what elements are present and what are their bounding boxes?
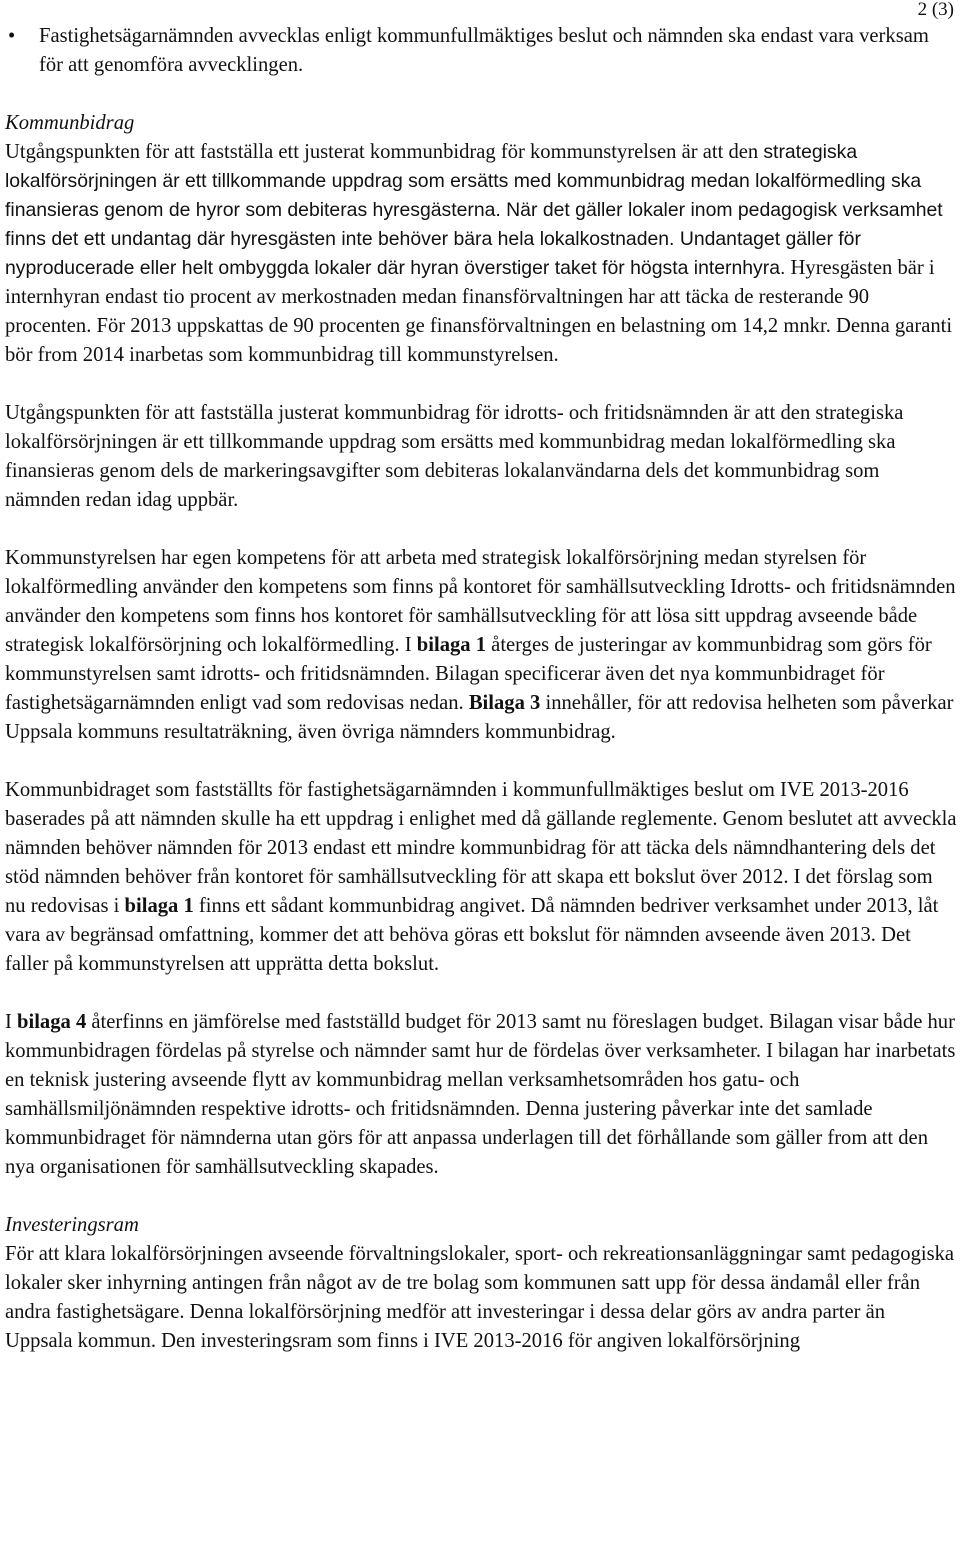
bullet-text: Fastighetsägarnämnden avvecklas enligt kommunfullmäktiges beslut och nämnden ska endast vara verksam för att genomföra avvecklingen. (39, 25, 929, 76)
text-segment: Kommunbidraget som fastställts för fastighetsägarnämnden i kommunfullmäktiges beslut om IVE 2013-2016 baserades på att nämnden skulle ha ett uppdrag i enlighet med då gällande reglemente. Genom beslutet att avveckla nämnden behöver nämnden för 2013 endast ett mindre kommunbidrag för att täcka dels nämndhantering dels det stöd nämnden behöver från kontoret för samhällsutveckling för att skapa ett bokslut över 2012. I det förslag som nu redovisas i (5, 779, 957, 917)
paragraph-kommunstyrelsen (5, 138, 957, 370)
section-heading-kommunbidrag: Kommunbidrag (5, 112, 135, 134)
text-segment: finns ett sådant kommunbidrag angivet. Då nämnden bedriver verksamhet under 2013, låt vara av begränsad omfattning, kommer det att behöva göras ett bokslut för nämnden avseende även 2013. Det faller på kommunstyrelsen att upprätta detta bokslut. (5, 895, 939, 975)
bilaga-reference: bilaga 1 (124, 895, 194, 917)
bilaga-reference: bilaga 1 (416, 634, 487, 656)
page-number: 2 (3) (917, 0, 954, 20)
text-segment: återfinns en jämförelse med fastställd budget för 2013 samt nu föreslagen budget. Bilagan visar både hur kommunbidragen fördelas på styrelse och nämnder samt hur de fördelas över verksamheter. I bilagan har inarbetats en teknisk justering avseende flytt av kommunbidrag mellan verksamhetsområden hos gatu- och samhällsmiljönämnden respektive idrotts- och fritidsnämnden. Denna justering påverkar inte det samlade kommunbidraget för nämnderna utan görs för att anpassa underlagen till det förhållande som gäller from att den nya organisationen för samhällsutveckling skapades. (5, 1011, 956, 1178)
text-segment: återges de justeringar av kommunbidrag som görs för kommunstyrelsen samt idrotts- och fritidsnämnden. Bilagan specificerar även det nya kommunbidraget för fastighetsägarnämnden enligt vad som redovisas nedan. (5, 634, 932, 714)
paragraph-investeringsram: För att klara lokalförsörjningen avseende förvaltningslokaler, sport- och rekreationsanläggningar samt pedagogiska lokaler sker inhyrning antingen från något av de tre bolag som kommunen satt upp för dessa ändamål eller från andra fastighetsägare. Denna lokalförsörjning medför att investeringar i dessa delar görs av andra parter än Uppsala kommun. Den investeringsram som finns i IVE 2013-2016 för angiven lokalförsörjning (5, 1243, 955, 1352)
bullet-item (5, 22, 957, 80)
section-heading-investeringsram: Investeringsram (5, 1214, 139, 1236)
text-segment: innehåller, för att redovisa helheten som påverkar Uppsala kommuns resultaträkning, även övriga nämnders kommunbidrag. (5, 692, 954, 743)
bilaga-reference: bilaga 4 (17, 1011, 87, 1033)
paragraph-bilaga-4 (5, 1008, 957, 1182)
paragraph-segment: Hyresgästen bär i internhyran endast tio procent av merkostnaden medan finansförvaltningen har att täcka de resterande 90 procenten. För 2013 uppskattas de 90 procenten ge finansförvaltningen en belastning om 14,2 mnkr. Denna garanti bör from 2014 inarbetas som kommunbidrag till kommunstyrelsen. (5, 257, 953, 366)
paragraph-sans-segment: strategiska lokalförsörjningen är ett tillkommande uppdrag som ersätts med kommunbidrag medan lokalförmedling ska finansieras genom de hyror som debiteras hyresgästerna. När det gäller lokaler inom pedagogisk verksamhet finns det ett undantag där hyresgästen inte behöver bära hela lokalkostnaden. Undantaget gäller för nyproducerade eller helt ombyggda lokaler där hyran överstiger taket för högsta internhyra. (5, 141, 943, 279)
document-body (5, 22, 957, 1356)
paragraph-line: Utgångspunkten för att fastställa ett justerat kommunbidrag för kommunstyrelsen är att den (5, 141, 759, 163)
paragraph-idrott-fritid: Utgångspunkten för att fastställa justerat kommunbidrag för idrotts- och fritidsnämnden är att den strategiska lokalförsörjningen är ett tillkommande uppdrag som ersätts med kommunbidrag medan lokalförmedling ska finansieras genom dels de markeringsavgifter som debiteras lokalanvändarna dels det kommunbidrag som nämnden redan idag uppbär. (5, 402, 904, 511)
text-segment: Kommunstyrelsen har egen kompetens för att arbeta med strategisk lokalförsörjning medan styrelsen för lokalförmedling använder den kompetens som finns på kontoret för samhällsutveckling Idrotts- och fritidsnämnden använder den kompetens som finns hos kontoret för samhällsutveckling för att lösa sitt uppdrag avseende både strategisk lokalförsörjning och lokalförmedling. I (5, 547, 956, 656)
paragraph-fastighetsagarnamnden (5, 776, 957, 979)
text-segment: I (5, 1011, 18, 1033)
bullet-marker: • (8, 25, 16, 47)
paragraph-kompetens (5, 544, 957, 747)
bilaga-reference: Bilaga 3 (468, 692, 541, 714)
